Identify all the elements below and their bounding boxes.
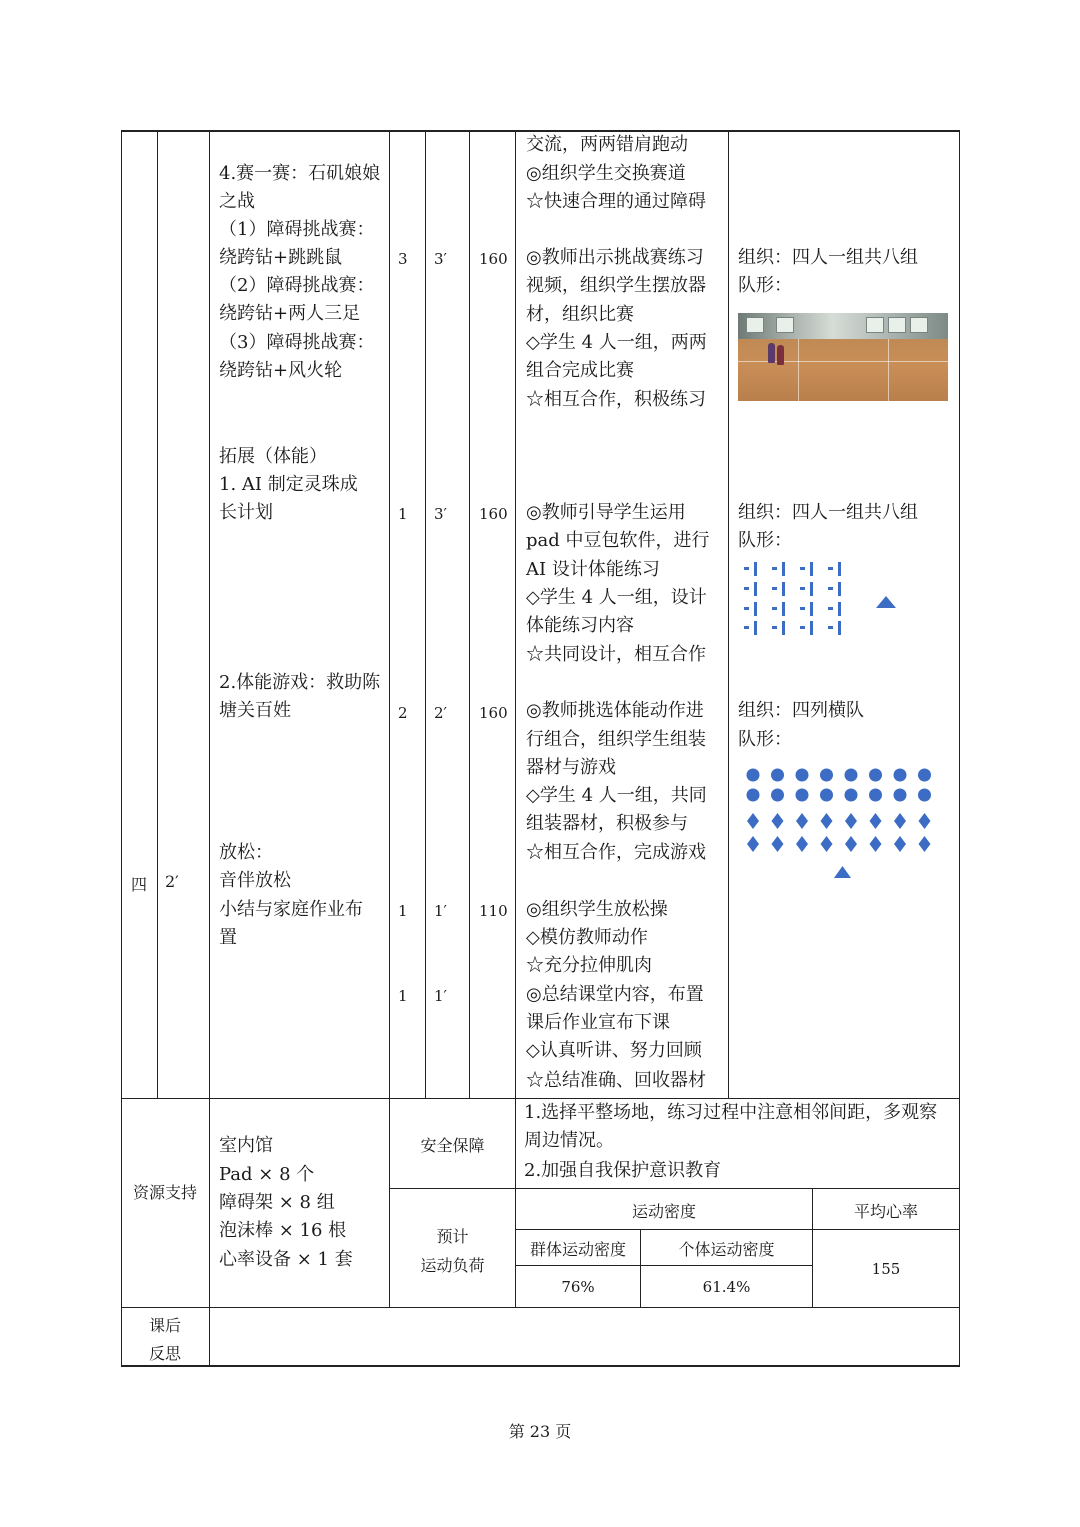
content-line: （2）障碍挑战赛： [219,275,375,296]
section-number: 四 [131,875,148,894]
heart-rate-value: 160 [479,704,508,722]
formation-diagram-lines [738,762,938,884]
content-line: 之战 [219,191,255,212]
times-value: 1 [398,505,408,523]
content-line: 1. AI 制定灵珠成 [219,474,358,495]
content-line: 绕跨钻+两人三足 [219,303,361,324]
org-line: 组织：四人一组共八组 [738,247,918,268]
group-density-value: 76% [561,1278,595,1296]
heart-rate-value: 160 [479,250,508,268]
heart-rate-value: 160 [479,505,508,523]
density-header: 运动密度 [631,1202,696,1221]
method-line: 交流，两两错肩跑动 [526,134,688,155]
method-line: pad 中豆包软件，进行 [526,530,710,551]
table-border [390,1188,960,1189]
content-line: 长计划 [219,502,273,523]
org-line: 组织：四人一组共八组 [738,502,918,523]
safety-line: 1.选择平整场地，练习过程中注意相邻间距，多观察 [524,1102,938,1123]
method-line: 器材与游戏 [526,757,616,778]
method-line: 材，组织比赛 [526,304,634,325]
duration-value: 3′ [434,250,447,268]
resource-item: Pad × 8 个 [219,1164,315,1185]
individual-density-label: 个体运动密度 [678,1240,775,1259]
method-line: 体能练习内容 [526,615,634,636]
group-density-label: 群体运动密度 [529,1240,626,1259]
table-border [516,1265,813,1266]
table-border [209,130,210,1367]
content-line: 4.赛一赛：石矶娘娘 [219,163,381,184]
content-line: 塘关百姓 [219,700,291,721]
method-line: AI 设计体能练习 [526,559,660,580]
method-line: ☆快速合理的通过障碍 [526,191,706,212]
duration-value: 3′ [434,505,447,523]
content-line: 绕跨钻+风火轮 [219,360,343,381]
content-line: 2.体能游戏：救助陈 [219,672,381,693]
section-time: 2′ [165,872,179,891]
reflection-label: 反思 [148,1344,181,1363]
table-border-right [959,130,960,1367]
content-line: （1）障碍挑战赛： [219,219,375,240]
method-line: ◇学生 4 人一组，共同 [526,785,707,806]
table-border [389,130,390,1308]
method-line: ☆相互合作，积极练习 [526,389,706,410]
method-line: ◎组织学生交换赛道 [526,163,686,184]
times-value: 2 [398,704,408,722]
resource-item: 障碍架 × 8 组 [219,1192,335,1213]
load-label: 运动负荷 [420,1256,485,1275]
method-line: ☆相互合作，完成游戏 [526,842,706,863]
content-line: 拓展（体能） [219,446,327,467]
duration-value: 2′ [434,704,447,722]
method-line: ◇模仿教师动作 [526,927,648,948]
table-border [515,130,516,1308]
method-line: ◇学生 4 人一组，设计 [526,587,707,608]
method-line: ◇学生 4 人一组，两两 [526,332,707,353]
load-label: 预计 [436,1227,469,1246]
method-line: ◎教师出示挑战赛练习 [526,247,704,268]
table-border [157,130,158,1098]
method-line: ◇认真听讲、努力回顾 [526,1040,702,1061]
avg-hr-header: 平均心率 [853,1202,918,1221]
method-line: ◎总结课堂内容，布置 [526,984,704,1005]
times-value: 1 [398,987,408,1005]
times-value: 3 [398,250,408,268]
org-line: 队形： [738,275,792,296]
method-line: 课后作业宣布下课 [526,1012,670,1033]
table-border [728,130,729,1098]
resources-label: 资源支持 [132,1183,197,1202]
method-line: 行组合，组织学生组装 [526,729,706,750]
content-line: 音伴放松 [219,870,291,891]
method-line: ☆总结准确、回收器材 [526,1070,706,1091]
table-border [425,130,426,1098]
table-border [469,130,470,1098]
resource-item: 泡沫棒 × 16 根 [219,1220,347,1241]
individual-density-value: 61.4% [702,1278,751,1296]
method-line: ☆共同设计，相互合作 [526,644,706,665]
method-line: ◎教师引导学生运用 [526,502,686,523]
safety-label: 安全保障 [420,1136,485,1155]
duration-value: 1′ [434,987,447,1005]
resource-item: 室内馆 [219,1135,273,1156]
gym-photo [738,313,948,401]
content-line: 小结与家庭作业布 [219,899,363,920]
content-line: （3）障碍挑战赛： [219,332,375,353]
method-line: ☆充分拉伸肌肉 [526,955,652,976]
method-line: ◎组织学生放松操 [526,899,668,920]
formation-diagram-groups [738,558,918,640]
duration-value: 1′ [434,902,447,920]
resource-item: 心率设备 × 1 套 [219,1249,353,1270]
content-line: 放松： [219,842,273,863]
avg-hr-value: 155 [871,1260,901,1278]
table-border [516,1229,960,1230]
safety-line: 周边情况。 [524,1130,614,1151]
page-number: 第 23 页 [508,1422,572,1441]
org-line: 组织：四列横队 [738,700,864,721]
times-value: 1 [398,902,408,920]
method-line: 组装器材，积极参与 [526,813,688,834]
org-line: 队形： [738,729,792,750]
reflection-label: 课后 [148,1316,181,1335]
content-line: 绕跨钻+跳跳鼠 [219,247,343,268]
org-line: 队形： [738,530,792,551]
method-line: 视频，组织学生摆放器 [526,275,706,296]
content-line: 置 [219,927,237,948]
method-line: 组合完成比赛 [526,360,634,381]
table-border-bottom [121,1365,960,1367]
heart-rate-value: 110 [479,902,508,920]
method-line: ◎教师挑选体能动作进 [526,700,704,721]
safety-line: 2.加强自我保护意识教育 [524,1160,722,1181]
reflection-content[interactable] [210,1308,959,1365]
